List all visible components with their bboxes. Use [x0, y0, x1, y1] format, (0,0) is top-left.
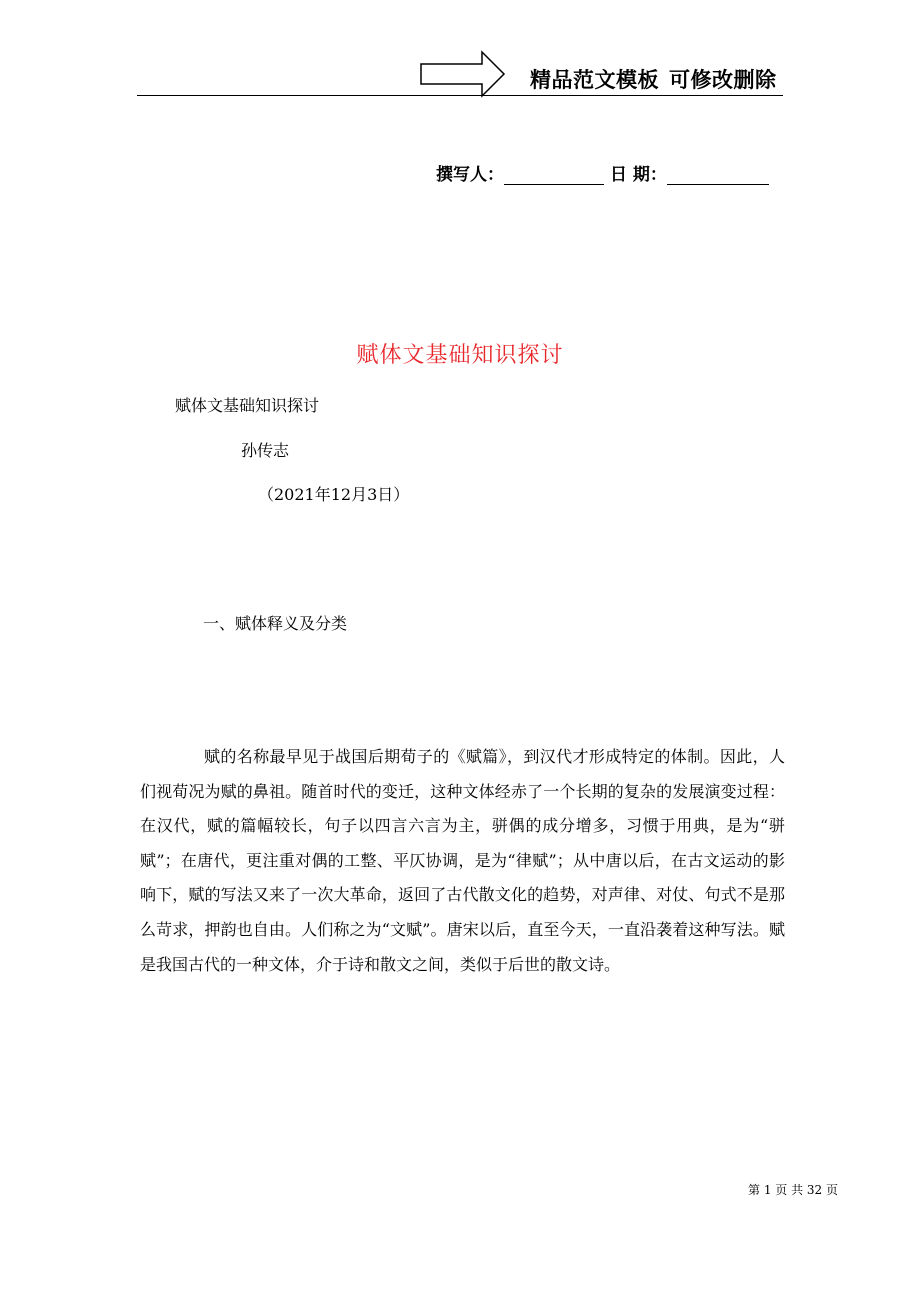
- document-date: （2021年12月3日）: [258, 485, 410, 504]
- date-blank: [667, 164, 769, 185]
- document-subtitle: 赋体文基础知识探讨: [175, 396, 320, 415]
- document-title: 赋体文基础知识探讨: [356, 343, 564, 368]
- right-arrow-outline-icon: [420, 50, 506, 98]
- document-author: 孙传志: [241, 441, 290, 460]
- body-paragraph: 赋的名称最早见于战国后期荀子的《赋篇》，到汉代才形成特定的体制。因此，人们视荀况为赋的鼻祖。随首时代的变迁，这种文体经赤了一个长期的复杂的发展演变过程：在汉代，赋的篇幅较长，句子以四言六言为主，骈偶的成分增多，习惯于用典，是为“骈赋”；在唐代，更注重对偶的工整、平仄协调，是为“律赋”；从中唐以后，在古文运动的影响下，赋的写法又来了一次大革命，返回了古代散文化的趋势，对声律、对仗、句式不是那么苛求，押韵也自由。人们称之为“文赋”。唐宋以后，直至今天，一直沿袭着这种写法。赋是我国古代的一种文体，介于诗和散文之间，类似于后世的散文诗。: [140, 747, 785, 974]
- writer-label: 撰写人：: [436, 165, 504, 185]
- header-title-part2: 可修改删除: [669, 68, 777, 92]
- header-title-part1: 精品范文模板: [530, 68, 659, 92]
- header-rule: [137, 95, 783, 96]
- author-date-line: [436, 160, 769, 185]
- page-footer: 第 1 页 共 32 页: [748, 1183, 838, 1197]
- section-heading: 一、赋体释义及分类: [203, 614, 348, 633]
- date-label: 日 期：: [610, 165, 667, 185]
- header-title: [530, 64, 777, 94]
- writer-blank: [504, 164, 604, 185]
